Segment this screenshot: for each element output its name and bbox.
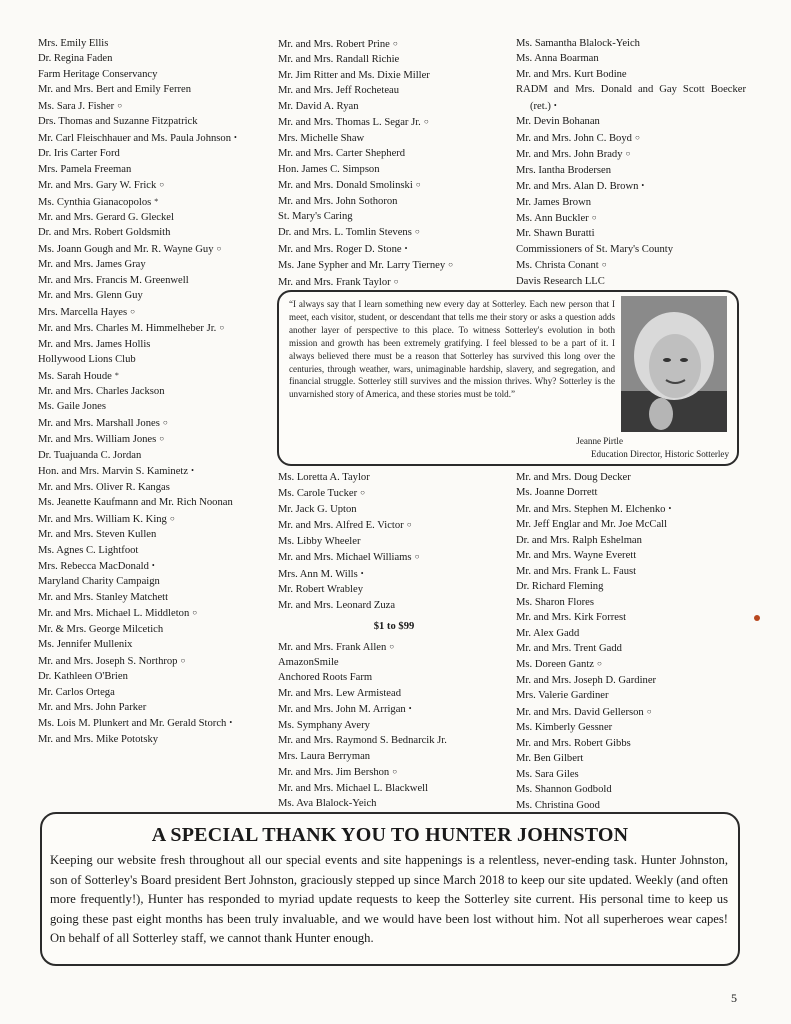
donor-symbol: • (360, 568, 364, 578)
donor-name: Mr. and Mrs. Glenn Guy (38, 290, 143, 302)
donor-name: Mr. & Mrs. George Milcetich (38, 623, 164, 635)
donor-entry (516, 36, 746, 51)
donor-entry (38, 637, 268, 652)
donor-entry (38, 337, 268, 352)
donor-symbol: ○ (392, 767, 398, 777)
page-number: 5 (731, 991, 737, 1005)
donor-name: Mr. and Mrs. Donald Smolinski (278, 180, 413, 192)
donor-entry (38, 368, 268, 384)
donor-entry (516, 257, 746, 273)
donor-name: Mr. and Mrs. William K. King (38, 513, 167, 525)
donor-name: Maryland Charity Campaign (38, 576, 160, 588)
donor-name: Mr. and Mrs. Joseph D. Gardiner (516, 674, 657, 686)
donor-name: Mrs. Valerie Gardiner (516, 690, 609, 702)
donor-entry (278, 598, 510, 613)
donor-entry (516, 146, 746, 162)
donor-symbol: ○ (159, 434, 165, 444)
donor-entry (38, 257, 268, 272)
donor-name: Dr. Richard Fleming (516, 581, 604, 593)
donor-name: Ms. Jennifer Mullenix (38, 639, 133, 651)
donor-name: Mrs. Emily Ellis (38, 38, 109, 49)
donor-name: Mr. and Mrs. Roger D. Stone (278, 243, 402, 255)
donor-symbol: ○ (216, 243, 222, 253)
donor-name: Ms. Doreen Gantz (516, 659, 594, 671)
donor-entry (516, 641, 746, 656)
donor-name: Mr. and Mrs. Lew Armistead (278, 687, 401, 699)
donor-name: Ms. Samantha Blalock-Yeich (516, 38, 640, 49)
donor-name: Mr. Jeff Englar and Mr. Joe McCall (516, 519, 668, 531)
donor-name: Mr. Jack G. Upton (278, 503, 357, 515)
donor-symbol: ○ (601, 260, 607, 270)
donor-name: Ms. Jane Sypher and Mr. Larry Tierney (278, 260, 446, 272)
donor-name: Mr. James Brown (516, 196, 592, 208)
donor-entry (516, 470, 746, 485)
donor-name: Ms. Gaile Jones (38, 401, 106, 413)
donor-name: Mr. and Mrs. Michael L. Middleton (38, 608, 190, 620)
donor-name: Ms. Christa Conant (516, 260, 599, 272)
donor-symbol: ○ (169, 513, 175, 523)
donor-entry (38, 685, 268, 700)
donor-name: St. Mary's Caring (278, 210, 353, 222)
donor-entry (38, 653, 268, 669)
donor-entry (516, 163, 746, 178)
donor-entry (38, 415, 268, 431)
donor-entry (38, 67, 268, 82)
donor-name: Mr. and Mrs. Marshall Jones (38, 417, 160, 429)
donor-symbol: ○ (219, 323, 225, 333)
donor-entry (278, 162, 510, 177)
donor-list-column-3-top (516, 36, 746, 289)
donor-name: Ms. Carole Tucker (278, 488, 358, 500)
donor-symbol: ○ (180, 655, 186, 665)
donor-symbol: ○ (591, 212, 597, 222)
donor-entry (278, 517, 510, 533)
donor-name: Dr. Tuajuanda C. Jordan (38, 449, 142, 461)
donor-entry (516, 82, 746, 114)
donor-name: Dr. Kathleen O'Brien (38, 671, 128, 683)
donor-name: Farm Heritage Conservancy (38, 68, 158, 80)
donor-name: Mr. and Mrs. Jeff Rocheteau (278, 85, 400, 97)
donor-entry (38, 590, 268, 605)
donor-entry (278, 68, 510, 83)
donor-symbol: • (668, 503, 672, 513)
donor-symbol: ○ (360, 488, 366, 498)
donor-name: Ms. Agnes C. Lightfoot (38, 544, 139, 556)
donor-name: Ms. Loretta A. Taylor (278, 472, 370, 483)
donor-name: Mrs. Laura Berryman (278, 750, 371, 762)
donor-name: Mr. and Mrs. Charles M. Himmelheber Jr. (38, 323, 217, 335)
donor-name: Mr. Shawn Buratti (516, 228, 595, 240)
donor-entry (38, 463, 268, 479)
donor-entry (38, 162, 268, 177)
donor-entry (516, 610, 746, 625)
donor-entry (38, 82, 268, 97)
donor-symbol: ○ (406, 520, 412, 530)
donor-entry (516, 579, 746, 594)
donor-entry (516, 736, 746, 751)
donor-entry (38, 700, 268, 715)
donor-entry (278, 83, 510, 98)
donor-name: Mr. and Mrs. John Parker (38, 702, 147, 714)
donor-list-column-2-bottom (278, 470, 510, 812)
donor-entry (516, 656, 746, 672)
donor-list-column-2-top (278, 36, 510, 290)
donor-name: Mr. and Mrs. John Sothoron (278, 195, 398, 207)
quote-author-name: Jeanne Pirtle (576, 436, 623, 446)
donor-entry (278, 470, 510, 485)
donor-entry (516, 704, 746, 720)
donor-name: Mr. and Mrs. Michael Williams (278, 552, 412, 564)
donor-entry (278, 733, 510, 748)
donor-symbol: * (154, 196, 159, 206)
donor-name: AmazonSmile (278, 656, 339, 668)
donor-name: Mr. Ben Gilbert (516, 753, 584, 765)
donor-entry (38, 225, 268, 240)
quote-author-title: Education Director, Historic Sotterley (590, 449, 729, 459)
donor-name: Ms. Ava Blalock-Yeich (278, 798, 377, 810)
donor-name: Ms. Jeanette Kaufmann and Mr. Rich Noonan (38, 497, 233, 509)
donor-name: Ms. Libby Wheeler (278, 535, 361, 547)
donor-entry (278, 749, 510, 764)
donor-entry (38, 527, 268, 542)
donor-name: Mr. and Mrs. Carter Shepherd (278, 148, 406, 160)
donor-symbol: ○ (162, 417, 168, 427)
donor-name: Ms. Symphany Avery (278, 719, 370, 731)
donor-entry (278, 566, 510, 582)
donor-name: Mr. and Mrs. Randall Richie (278, 54, 400, 66)
donor-entry (516, 274, 746, 289)
donor-entry (38, 241, 268, 257)
donor-name: Hon. James C. Simpson (278, 163, 380, 175)
donor-symbol: ○ (414, 552, 420, 562)
donor-entry (38, 399, 268, 414)
donor-symbol: • (234, 132, 237, 142)
donor-entry (278, 686, 510, 701)
donor-entry (38, 480, 268, 495)
donor-name: Mr. David A. Ryan (278, 100, 359, 112)
donor-name: Mr. and Mrs. Joseph S. Northrop (38, 655, 178, 667)
donor-entry (516, 501, 746, 517)
donor-name: Mr. and Mrs. William Jones (38, 434, 157, 446)
donor-list-column-3-bottom (516, 470, 746, 813)
donor-name: Mr. and Mrs. Bert and Emily Ferren (38, 84, 191, 96)
donor-symbol: • (553, 100, 557, 110)
donor-symbol: • (641, 181, 645, 191)
donor-name: Ms. Sara J. Fisher (38, 100, 115, 112)
donor-entry (516, 51, 746, 66)
donor-name: Mr. and Mrs. Stanley Matchett (38, 591, 169, 603)
donor-name: Mr. Carl Fleischhauer and Ms. Paula Johnson (38, 132, 232, 144)
donor-symbol: • (191, 466, 194, 476)
donor-name: Mr. and Mrs. John M. Arrigan (278, 704, 406, 716)
donor-entry (278, 639, 510, 655)
donor-name: Ms. Sharon Flores (516, 596, 594, 608)
donor-entry (278, 224, 510, 240)
donor-entry (38, 210, 268, 225)
donor-entry (38, 431, 268, 447)
donor-entry (38, 194, 268, 210)
donor-entry (516, 533, 746, 548)
donor-symbol: ○ (448, 260, 453, 270)
donor-entry (516, 688, 746, 703)
donor-symbol: ○ (392, 39, 398, 48)
giving-level-heading (278, 619, 510, 634)
donor-symbol: • (404, 243, 408, 253)
donor-name: Dr. Regina Faden (38, 53, 113, 65)
donor-name: Mr. and Mrs. Gerard G. Gleckel (38, 211, 174, 223)
donor-name: Anchored Roots Farm (278, 672, 373, 684)
donor-name: Mr. and Mrs. Alfred E. Victor (278, 520, 404, 532)
donor-entry (38, 177, 268, 193)
donor-name: Mr. Alex Gadd (516, 627, 580, 639)
donor-name: Ms. Kimberly Gessner (516, 722, 613, 734)
donor-entry (38, 320, 268, 336)
donor-name: RADM and Mrs. Donald and Gay Scott Boecker (ret.) (516, 84, 746, 112)
donor-name: Mrs. Marcella Hayes (38, 306, 128, 318)
donor-entry (38, 511, 268, 527)
donor-entry (38, 51, 268, 66)
donor-name: Ms. Christina Good (516, 799, 600, 811)
donor-entry (278, 52, 510, 67)
donor-entry (278, 241, 510, 257)
donor-entry (278, 796, 510, 811)
donor-name: Mr. and Mrs. John Brady (516, 149, 623, 161)
donor-entry (516, 114, 746, 129)
donor-entry (516, 548, 746, 563)
donor-name: Mr. and Mrs. Frank Taylor (278, 276, 391, 288)
donor-name: Mr. Robert Wrabley (278, 584, 363, 596)
donor-name: Dr. and Mrs. Robert Goldsmith (38, 227, 171, 239)
special-thanks-title: A SPECIAL THANK YOU TO HUNTER JOHNSTON (151, 824, 629, 846)
donor-symbol: ○ (625, 149, 631, 159)
quote-text: “I always say that I learn something new every day at Sotterley. Each new person that I meet, each visitor, student, or descendant that tells me their story or asks a question adds another layer of perspective to this place. To witness Sotterley's evolution in both mission and growth has been extremely gratifying. I feel blessed to be a part of it. I always believed there must be a reason that Sotterley has survived this long over the centuries, through weather, wars, unimaginable hardship, slavery, and segregation, and financial struggle. Sotterley still survives and the mission thrives. Why? Sotterley is the unvarnished story of America, and these stories must be told.” (289, 299, 615, 400)
donor-entry (516, 626, 746, 641)
donor-entry (278, 146, 510, 161)
donor-symbol: ○ (389, 641, 395, 651)
donor-entry (278, 257, 510, 273)
donor-entry (38, 622, 268, 637)
donor-entry (516, 67, 746, 82)
donor-entry (278, 670, 510, 685)
donor-name: Hon. and Mrs. Marvin S. Kaminetz (38, 466, 189, 478)
donor-entry (516, 195, 746, 210)
donor-name: Mr. Devin Bohanan (516, 116, 600, 128)
donor-symbol: ○ (159, 180, 165, 190)
donor-symbol: ○ (646, 706, 652, 716)
donor-entry (516, 178, 746, 194)
donor-symbol: • (408, 704, 412, 714)
donor-name: Ms. Sara Giles (516, 768, 579, 780)
donor-entry (516, 485, 746, 500)
donor-name: Ms. Joanne Dorrett (516, 487, 598, 499)
donor-name: Mrs. Rebecca MacDonald (38, 560, 149, 572)
donor-symbol: • (151, 560, 155, 570)
donor-entry (278, 209, 510, 224)
donor-name: Ms. Shannon Godbold (516, 784, 612, 796)
donor-symbol: ○ (596, 659, 602, 669)
donor-name: Mr. Carlos Ortega (38, 686, 115, 698)
donor-entry (38, 130, 268, 146)
donor-name: Mr. and Mrs. Francis M. Greenwell (38, 274, 189, 286)
donor-entry (516, 782, 746, 797)
donor-entry (38, 146, 268, 161)
donor-entry (278, 764, 510, 780)
donor-list-column-1 (38, 36, 268, 747)
donor-name: Mr. and Mrs. Steven Kullen (38, 529, 157, 541)
donor-symbol: ○ (130, 306, 135, 316)
donor-name: Mr. and Mrs. Alan D. Brown (516, 181, 639, 193)
donor-symbol: * (114, 370, 119, 380)
donor-name: Ms. Joann Gough and Mr. R. Wayne Guy (38, 243, 214, 255)
donor-entry (278, 718, 510, 733)
donor-name: Mr. and Mrs. Jim Bershon (278, 767, 390, 779)
donor-name: Mr. and Mrs. Robert Prine (278, 39, 390, 50)
donor-name: Mr. and Mrs. James Gray (38, 259, 146, 271)
donor-symbol: • (229, 718, 233, 728)
donor-entry (278, 99, 510, 114)
donor-entry (38, 114, 268, 129)
donor-entry (516, 564, 746, 579)
donor-entry (516, 226, 746, 241)
donor-entry (38, 574, 268, 589)
donor-entry (38, 732, 268, 747)
donor-symbol: ○ (192, 608, 198, 618)
donor-entry (516, 767, 746, 782)
donor-name: Ms. Sarah Houde (38, 370, 112, 382)
donor-entry (278, 701, 510, 717)
donor-name: Mr. and Mrs. Oliver R. Kangas (38, 481, 170, 493)
donor-symbol: ○ (415, 180, 421, 190)
donor-entry (38, 669, 268, 684)
donor-entry (516, 210, 746, 226)
donor-entry (38, 384, 268, 399)
donor-name: Mrs. Ann M. Wills (278, 568, 358, 580)
donor-entry (38, 273, 268, 288)
donor-entry (278, 655, 510, 670)
donor-entry (38, 543, 268, 558)
donor-name: Ms. Cynthia Gianacopolos (38, 196, 152, 208)
donor-symbol: ○ (393, 276, 399, 286)
donor-name: Mr. and Mrs. James Hollis (38, 338, 151, 350)
donor-name: Ms. Lois M. Plunkert and Mr. Gerald Storch (38, 718, 227, 730)
donor-name: Mr. Jim Ritter and Ms. Dixie Miller (278, 69, 430, 81)
donor-entry (516, 517, 746, 532)
donor-entry (516, 798, 746, 813)
donor-entry (38, 715, 268, 731)
donor-name: Drs. Thomas and Suzanne Fitzpatrick (38, 116, 198, 128)
donor-name: Mr. and Mrs. Wayne Everett (516, 550, 637, 562)
donor-name: $1 to $99 (373, 621, 415, 633)
donor-entry (278, 194, 510, 209)
donor-entry (278, 549, 510, 565)
donor-entry (278, 582, 510, 597)
donor-entry (278, 177, 510, 193)
donor-entry (38, 304, 268, 320)
donor-entry (516, 595, 746, 610)
donor-name: Hollywood Lions Club (38, 354, 136, 366)
donor-entry (38, 36, 268, 51)
donor-name: Mr. and Mrs. Gary W. Frick (38, 180, 157, 192)
donor-name: Mr. and Mrs. Kurt Bodine (516, 68, 627, 80)
donor-entry (516, 720, 746, 735)
donor-entry (38, 605, 268, 621)
donor-symbol: ○ (423, 117, 429, 127)
donor-name: Mr. and Mrs. Thomas L. Segar Jr. (278, 117, 421, 129)
donor-entry (278, 485, 510, 501)
donor-entry (38, 495, 268, 510)
donor-entry (516, 242, 746, 257)
donor-name: Mrs. Pamela Freeman (38, 163, 132, 175)
donor-entry (278, 274, 510, 290)
donor-name: Dr. and Mrs. Ralph Eshelman (516, 534, 642, 546)
donor-name: Commissioners of St. Mary's County (516, 243, 673, 255)
staff-portrait-photo (621, 296, 727, 432)
donor-name: Mr. and Mrs. Kirk Forrest (516, 612, 627, 624)
donor-name: Mr. and Mrs. Mike Pototsky (38, 733, 159, 745)
donor-entry (278, 781, 510, 796)
donor-entry (38, 352, 268, 367)
special-thanks-box (40, 812, 740, 966)
donor-name: Mr. and Mrs. Doug Decker (516, 472, 631, 483)
donor-name: Mrs. Michelle Shaw (278, 132, 365, 144)
donor-name: Mr. and Mrs. Frank Allen (278, 641, 387, 653)
donor-name: Ms. Ann Buckler (516, 212, 589, 224)
donor-name: Mr. and Mrs. Trent Gadd (516, 642, 622, 654)
donor-entry (38, 448, 268, 463)
donor-entry (516, 130, 746, 146)
donor-entry (278, 131, 510, 146)
donor-entry (278, 534, 510, 549)
donor-name: Dr. Iris Carter Ford (38, 148, 120, 160)
donor-name: Mrs. Iantha Brodersen (516, 164, 612, 176)
donor-name: Mr. and Mrs. Raymond S. Bednarcik Jr. (278, 735, 447, 747)
donor-symbol: ○ (117, 100, 123, 110)
staff-quote-box (277, 290, 739, 466)
donor-name: Davis Research LLC (516, 275, 605, 287)
donor-entry (38, 288, 268, 303)
donor-name: Mr. and Mrs. Robert Gibbs (516, 737, 631, 749)
donor-name: Ms. Anna Boarman (516, 53, 599, 65)
donor-entry (38, 558, 268, 574)
donor-name: Mr. and Mrs. David Gellerson (516, 706, 644, 718)
donor-entry (38, 98, 268, 114)
donor-entry (278, 36, 510, 52)
donor-name: Mr. and Mrs. Michael L. Blackwell (278, 782, 429, 794)
donor-entry (516, 751, 746, 766)
donor-name: Mr. and Mrs. Stephen M. Elchenko (516, 503, 666, 515)
donor-name: Mr. and Mrs. Charles Jackson (38, 385, 165, 397)
donor-symbol: ○ (414, 227, 420, 237)
donor-name: Mr. and Mrs. Frank L. Faust (516, 565, 637, 577)
donor-entry (278, 114, 510, 130)
donor-name: Mr. and Mrs. Leonard Zuza (278, 599, 396, 611)
donor-entry (278, 502, 510, 517)
ink-mark (752, 610, 762, 628)
donor-entry (516, 673, 746, 688)
special-thanks-body: Keeping our website fresh throughout all our special events and site happenings is a relentless, never-ending task. Hunter Johnston, son of Sotterley's Board president Bert Johnston, graciously stepped up since March 2018 to keep our site updated. Weekly (and often more frequently!), Hunter has responded to myriad update requests to keep the Sotterley site current. His personal time to keep us going these past eight months has been truly invaluable, and we would have been lost without him. Not all superheroes wear capes! On behalf of all Sotterley staff, we cannot thank Hunter enough. (50, 853, 728, 946)
donor-symbol: ○ (634, 132, 640, 142)
donor-name: Mr. and Mrs. John C. Boyd (516, 132, 632, 144)
donor-name: Dr. and Mrs. L. Tomlin Stevens (278, 227, 412, 239)
